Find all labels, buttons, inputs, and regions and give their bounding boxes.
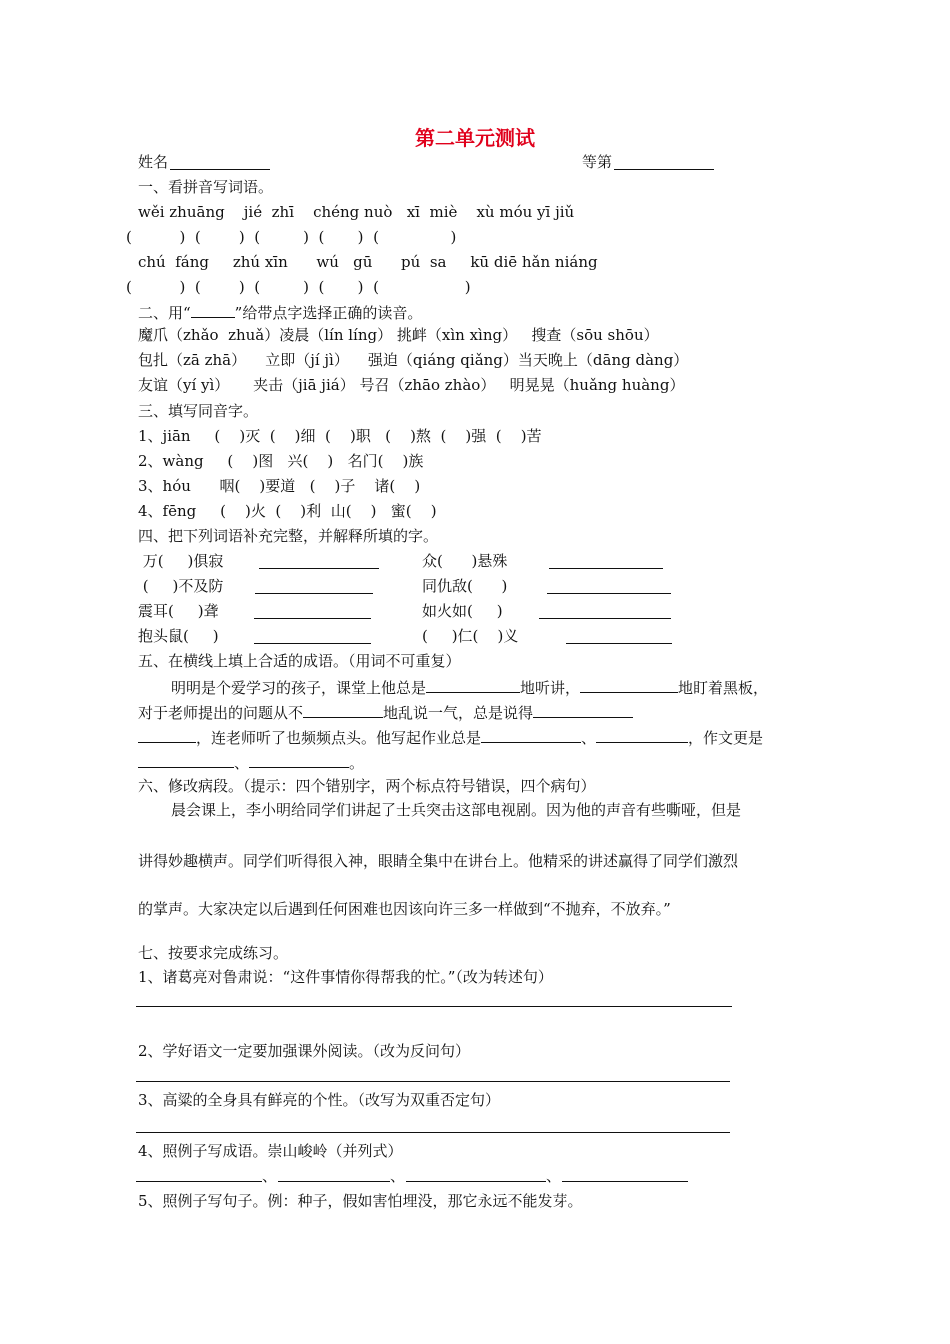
idiom-paragraph-line-2 — [138, 702, 633, 723]
idiom-paragraph-line-4 — [138, 752, 364, 773]
idiom-item-1[interactable]: 万( )俱寂 — [138, 552, 224, 570]
idiom-blank-4-cont[interactable] — [138, 727, 196, 743]
sep-2: 、 — [390, 1167, 406, 1185]
reading-row-1: 魔爪（zhǎo zhuǎ）凌晨（lín líng） 挑衅（xìn xìng） 搜查（sōu shōu） — [138, 326, 659, 344]
idiom-explain-line-5[interactable] — [254, 618, 371, 619]
idiom-item-3[interactable]: ( )不及防 — [138, 577, 224, 595]
section-4-heading: 四、把下列词语补充完整，并解释所填的字。 — [138, 527, 439, 545]
p4-text-b: 。 — [349, 754, 365, 772]
question-1: 1、诸葛亮对鲁肃说：“这件事情你得帮我的忙。”（改为转述句） — [138, 968, 553, 986]
idiom-blank-1[interactable] — [426, 677, 520, 693]
p1-text-c: 地盯着黑板， — [678, 679, 769, 697]
reading-row-2: 包扎（zā zhā） 立即（jí jì） 强迫（qiáng qiǎng）当天晚上（dāng dàng） — [138, 351, 689, 369]
p2-text-b: 地乱说一气，总是说得 — [383, 704, 534, 722]
section-5-heading: 五、在横线上填上合适的成语。（用词不可重复） — [138, 652, 461, 670]
idiom-paragraph-line-1 — [171, 677, 768, 698]
homophone-row-4[interactable]: 4、fēng ( )火 ( )利 山( ) 蜜( ) — [138, 502, 437, 520]
grade-label: 等第 — [582, 153, 613, 171]
answer-line-q2[interactable] — [136, 1081, 730, 1082]
idiom-item-5[interactable]: 震耳( )聋 — [138, 602, 219, 620]
homophone-row-3[interactable]: 3、hóu 咽( )要道 ( )子 诸( ) — [138, 477, 421, 495]
sep-3: 、 — [546, 1167, 562, 1185]
idiom-item-7[interactable]: 抱头鼠( ) — [138, 627, 219, 645]
idiom-blank-7[interactable] — [138, 752, 234, 768]
p3-text-c: ，作文更是 — [688, 729, 764, 747]
idiom-answer-3[interactable] — [406, 1181, 546, 1182]
question-3: 3、高粱的全身具有鲜亮的个性。（改写为双重否定句） — [138, 1091, 501, 1109]
idiom-explain-line-6[interactable] — [539, 618, 671, 619]
section-6-heading: 六、修改病段。（提示：四个错别字，两个标点符号错误，四个病句） — [138, 777, 596, 795]
section-3-heading: 三、填写同音字。 — [138, 402, 259, 420]
idiom-explain-line-7[interactable] — [254, 643, 371, 644]
faulty-paragraph-line-1: 晨会课上，李小明给同学们讲起了士兵突击这部电视剧。因为他的声音有些嘶哑，但是 — [171, 801, 742, 819]
idiom-item-6[interactable]: 如火如( ) — [422, 602, 503, 620]
pinyin-row-2: chú fáng zhú xīn wú gū pú sa kū diē hǎn niáng — [138, 253, 598, 271]
p1-text-b: 地听讲， — [520, 679, 581, 697]
name-label: 姓名 — [138, 153, 169, 171]
idiom-blank-6[interactable] — [596, 727, 688, 743]
idiom-answer-1[interactable] — [136, 1181, 262, 1182]
idiom-blank-4[interactable] — [533, 702, 633, 718]
idiom-paragraph-line-3 — [138, 727, 763, 748]
section-1-heading: 一、看拼音写词语。 — [138, 178, 274, 196]
faulty-paragraph-line-3: 的掌声。大家决定以后遇到任何困难也因该向许三多一样做到“不抛弃，不放弃。” — [138, 900, 671, 918]
idiom-explain-line-4[interactable] — [547, 593, 671, 594]
answer-parens-row-1[interactable]: ( ) ( ) ( ) ( ) ( ) — [126, 228, 457, 246]
idiom-item-8[interactable]: ( )仁( )义 — [422, 627, 519, 645]
idiom-answer-2[interactable] — [278, 1181, 390, 1182]
name-field[interactable] — [170, 169, 270, 170]
homophone-row-1[interactable]: 1、jiān ( )灭 ( )细 ( )职 ( )熬 ( )强 ( )苦 — [138, 427, 542, 445]
idiom-explain-line-8[interactable] — [566, 643, 672, 644]
answer-parens-row-2[interactable]: ( ) ( ) ( ) ( ) ( ) — [126, 278, 471, 296]
answer-line-q1[interactable] — [136, 1006, 732, 1007]
question-5: 5、照例子写句子。例：种子，假如害怕埋没，那它永远不能发芽。 — [138, 1192, 583, 1210]
p4-text-a: 、 — [234, 754, 250, 772]
homophone-row-2[interactable]: 2、wàng ( )图 兴( ) 名门( )族 — [138, 452, 424, 470]
p2-text-a: 对于老师提出的问题从不 — [138, 704, 304, 722]
reading-row-3: 友谊（yí yì） 夹击（jiā jiá） 号召（zhāo zhào） 明晃晃（huǎng huàng） — [138, 376, 685, 394]
question-4: 4、照例子写成语。崇山峻岭（并列式） — [138, 1142, 403, 1160]
idiom-explain-line-3[interactable] — [255, 593, 373, 594]
answer-line-q3[interactable] — [136, 1132, 730, 1133]
section-7-heading: 七、按要求完成练习。 — [138, 944, 289, 962]
p3-text-a: ，连老师听了也频频点头。他写起作业总是 — [196, 729, 482, 747]
p1-text-a: 明明是个爱学习的孩子，课堂上他总是 — [171, 679, 427, 697]
page-title: 第二单元测试 — [415, 126, 535, 150]
sep-1: 、 — [262, 1167, 278, 1185]
idiom-explain-line-1[interactable] — [259, 568, 379, 569]
idiom-answer-4[interactable] — [562, 1181, 688, 1182]
idiom-explain-line-2[interactable] — [549, 568, 663, 569]
idiom-blank-5[interactable] — [481, 727, 581, 743]
faulty-paragraph-line-2: 讲得妙趣横声。同学们听得很入神，眼睛全集中在讲台上。他精采的讲述赢得了同学们激烈 — [138, 852, 739, 870]
pinyin-row-1: wěi zhuāng jié zhī chéng nuò xī miè xù móu yī jiǔ — [138, 203, 575, 221]
section-2-heading-b: ”给带点字选择正确的读音。 — [234, 304, 423, 322]
idiom-blank-3[interactable] — [303, 702, 383, 718]
section-2-heading — [138, 302, 422, 323]
section-2-heading-a: 二、用“ — [138, 304, 191, 322]
p3-text-b: 、 — [581, 729, 597, 747]
idiom-blank-2[interactable] — [580, 677, 678, 693]
grade-field[interactable] — [614, 169, 714, 170]
underline-sample — [191, 302, 235, 318]
idiom-item-2[interactable]: 众( )悬殊 — [422, 552, 508, 570]
idiom-blank-8[interactable] — [249, 752, 349, 768]
idiom-item-4[interactable]: 同仇敌( ) — [422, 577, 508, 595]
question-2: 2、学好语文一定要加强课外阅读。（改为反问句） — [138, 1042, 471, 1060]
